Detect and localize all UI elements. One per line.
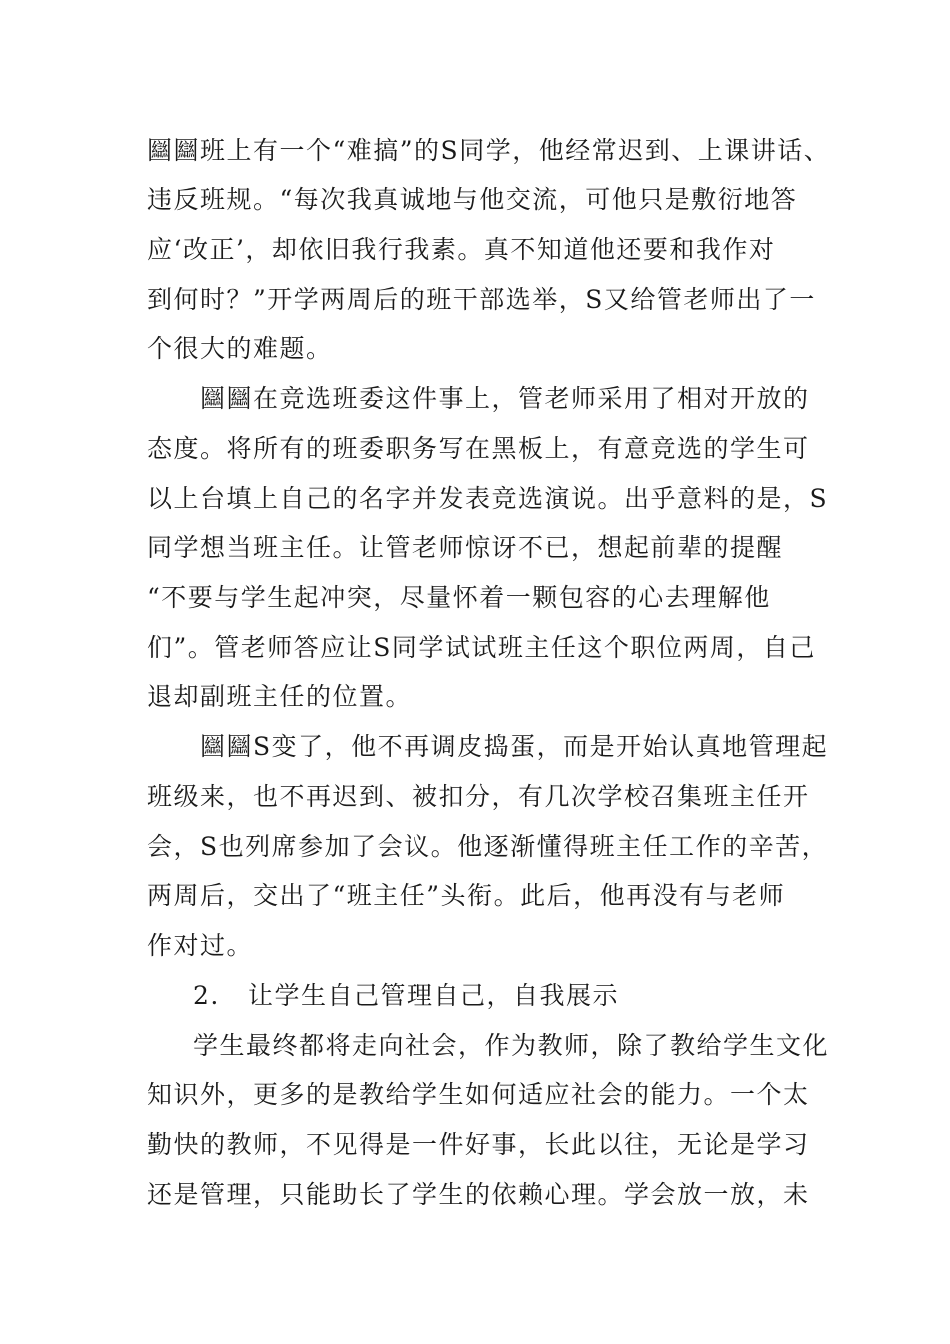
paragraph-line: 到何时？”开学两周后的班干部选举，S又给管老师出了一 bbox=[147, 285, 816, 314]
paragraph-line: 学生最终都将走向社会，作为教师，除了教给学生文化 bbox=[193, 1031, 830, 1060]
paragraph-line: 会，S也列席参加了会议。他逐渐懂得班主任工作的辛苦， bbox=[147, 832, 829, 861]
paragraph-line: 们”。管老师答应让S同学试试班主任这个职位两周，自己 bbox=[147, 633, 816, 662]
paragraph-line: 个很大的难题。 bbox=[147, 334, 333, 363]
paragraph-line: 以上台填上自己的名字并发表竞选演说。出乎意料的是，S bbox=[147, 484, 829, 513]
paragraph-line: 两周后，交出了“班主任”头衔。此后，他再没有与老师 bbox=[147, 881, 786, 910]
paragraph-line: 班级来，也不再迟到、被扣分，有几次学校召集班主任开 bbox=[147, 782, 810, 811]
paragraph-line: “不要与学生起冲突，尽量怀着一颗包容的心去理解他 bbox=[147, 583, 771, 612]
paragraph-line: 圝圝班上有一个“难搞”的S同学，他经常迟到、上课讲话、 bbox=[147, 136, 831, 165]
section-heading bbox=[193, 981, 619, 1011]
paragraph-line: 圝圝S变了，他不再调皮捣蛋，而是开始认真地管理起 bbox=[200, 732, 829, 761]
paragraph-line: 还是管理，只能助长了学生的依赖心理。学会放一放，未 bbox=[147, 1180, 810, 1209]
paragraph-line: 圝圝在竞选班委这件事上，管老师采用了相对开放的 bbox=[200, 384, 810, 413]
section-number: 2. bbox=[193, 981, 220, 1010]
paragraph-line: 同学想当班主任。让管老师惊讶不已，想起前辈的提醒 bbox=[147, 533, 784, 562]
paragraph-line: 知识外，更多的是教给学生如何适应社会的能力。一个太 bbox=[147, 1080, 810, 1109]
paragraph-line: 退却副班主任的位置。 bbox=[147, 682, 413, 711]
paragraph-line: 勤快的教师，不见得是一件好事，长此以往，无论是学习 bbox=[147, 1130, 810, 1159]
paragraph-line: 违反班规。“每次我真诚地与他交流，可他只是敷衍地答 bbox=[147, 185, 798, 214]
paragraph-line: 应‘改正’，却依旧我行我素。真不知道他还要和我作对 bbox=[147, 235, 776, 264]
paragraph-line: 作对过。 bbox=[147, 931, 254, 960]
paragraph-line: 态度。将所有的班委职务写在黑板上，有意竞选的学生可 bbox=[147, 434, 810, 463]
section-title: 让学生自己管理自己，自我展示 bbox=[248, 981, 620, 1010]
